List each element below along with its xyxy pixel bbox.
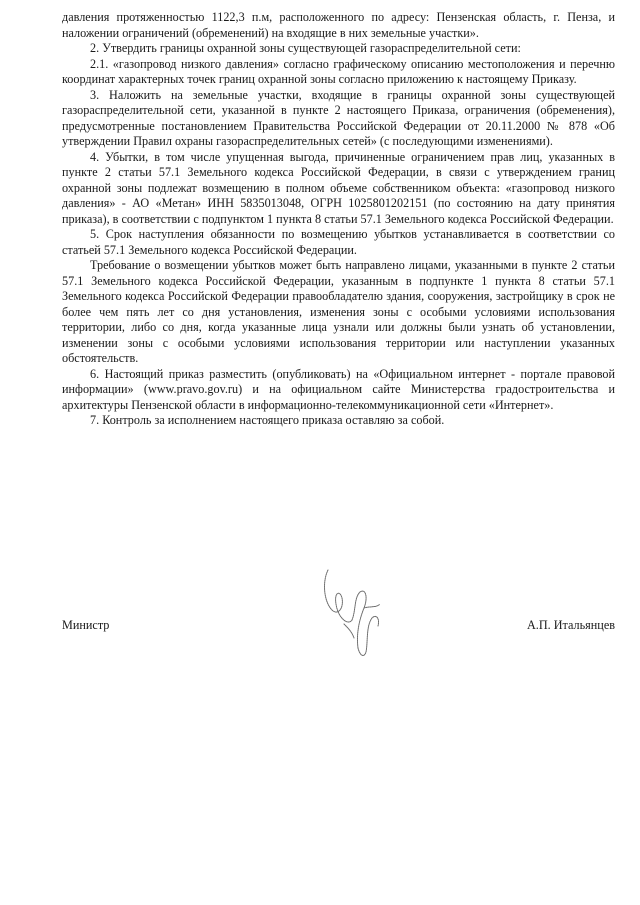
signer-name: А.П. Итальянцев [527, 618, 615, 632]
paragraph-item-5: 5. Срок наступления обязанности по возмещению убытков устанавливается в соответствии со статьей 57.1 Земельного кодекса Российской Федерации. [62, 227, 615, 257]
paragraph-item-4: 4. Убытки, в том числе упущенная выгода, причиненные ограничением прав лиц, указанных в пункте 2 статьи 57.1 Земельного кодекса Российской Федерации, в связи с утверждением границ охранной зоны подлежат возмещению в полном объеме собственником объекта: «газопровод низкого давления» - АО «Метан» ИНН 5835013048, ОГРН 1025801202151 (по состоянию на дату принятия приказа), в соответствии с подпунктом 1 пункта 8 статьи 57.1 Земельного кодекса Российской Федерации. [62, 149, 615, 226]
paragraph-compensation-claim: Требование о возмещении убытков может быть направлено лицами, указанными в пункте 2 статьи 57.1 Земельного кодекса Российской Федерации, указанным в подпункте 1 пункта 8 статьи 57.1 Земельного кодекса Российской Федерации правообладателю здания, сооружения, застройщику в срок не более чем пять лет со дня установления, изменения зоны с особыми условиями использования территории, либо со дня, когда указанные лица узнали или должны были узнать об установлении, изменении зоны с особыми условиями использования территории или наступлении указанных обстоятельств. [62, 258, 615, 365]
paragraph-item-7: 7. Контроль за исполнением настоящего приказа оставляю за собой. [90, 413, 445, 427]
paragraph-item-3: 3. Наложить на земельные участки, входящие в границы охранной зоны существующей газораспределительной сети, указанной в пункте 2 настоящего Приказа, ограничения (обременения), предусмотренные постановлением Правительства Российской Федерации от 20.11.2000 № 878 «Об утверждении Правил охраны газораспределительных сетей» (с последующими изменениями). [62, 87, 615, 148]
document-body [62, 10, 615, 429]
paragraph-item-2-1: 2.1. «газопровод низкого давления» согласно графическому описанию местоположения и перечню координат характерных точек границ охранной зоны согласно приложению к настоящему Приказу. [62, 56, 615, 86]
paragraph-item-6: 6. Настоящий приказ разместить (опубликовать) на «Официальном интернет - портале правовой информации» (www.pravo.gov.ru) и на официальном сайте Министерства градостроительства и архитектуры Пензенской области в информационно-телекоммуникационной сети «Интернет». [62, 366, 615, 412]
handwritten-signature [318, 562, 388, 662]
paragraph-continuation: давления протяженностью 1122,3 п.м, расположенного по адресу: Пензенская область, г. Пенза, и наложении ограничений (обременений) на входящие в них земельные участки». [62, 10, 615, 40]
signer-title: Министр [62, 618, 110, 632]
paragraph-item-2: 2. Утвердить границы охранной зоны существующей газораспределительной сети: [90, 41, 521, 55]
